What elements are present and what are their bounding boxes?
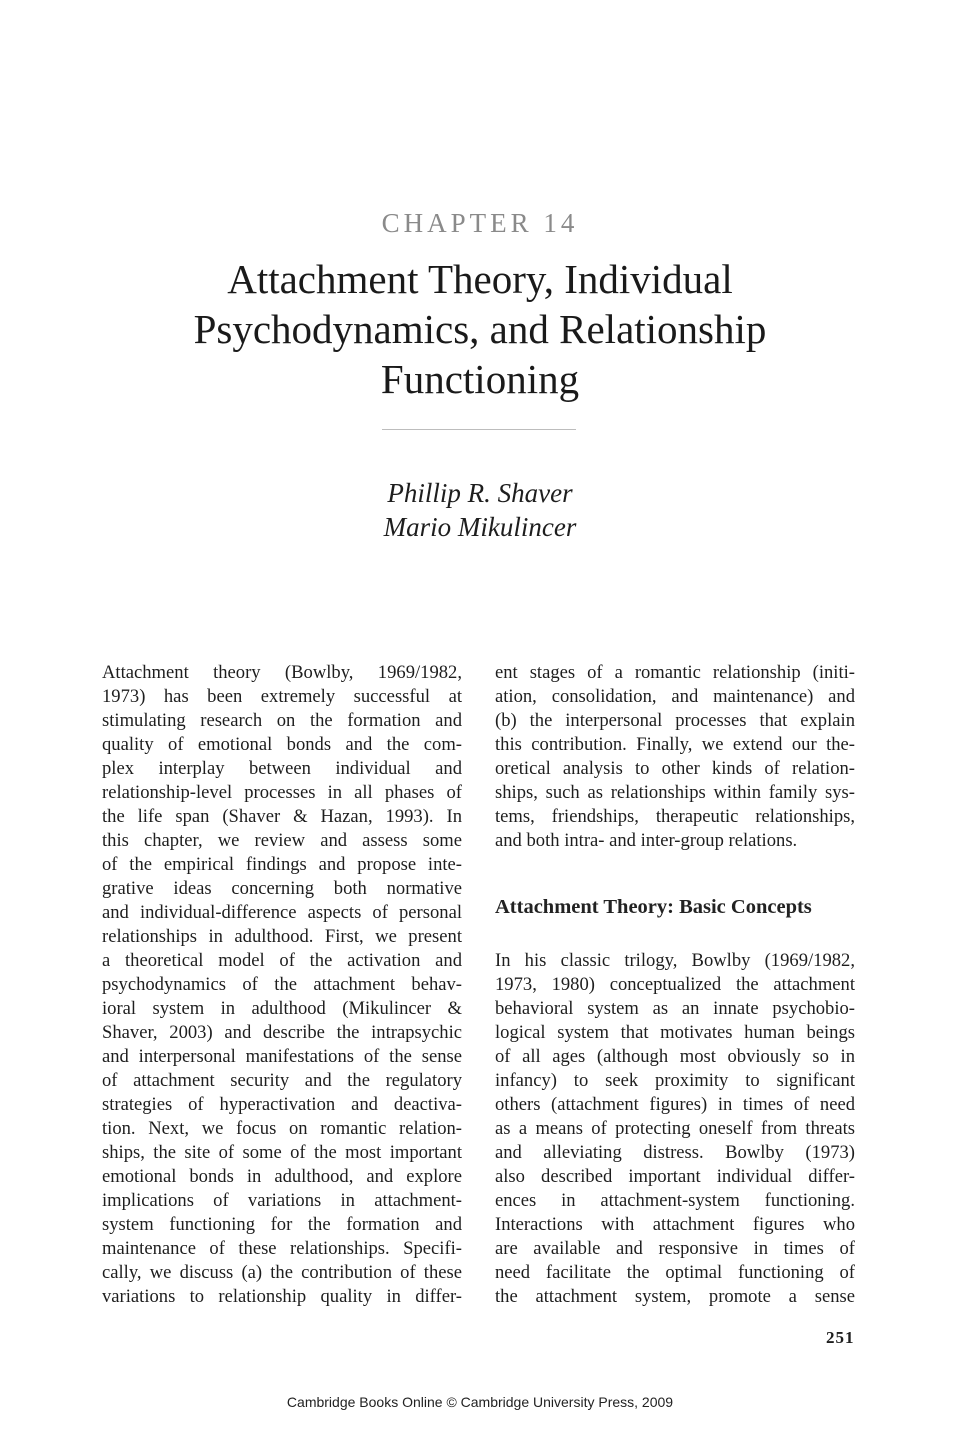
text-line: and alleviating distress. Bowlby (1973): [495, 1142, 855, 1163]
text-line: grative ideas concerning both normative: [102, 878, 462, 899]
text-line: a theoretical model of the activation and: [102, 950, 462, 971]
text-line: ioral system in adulthood (Mikulincer &: [102, 998, 462, 1019]
text-line: behavioral system as an innate psychobio-: [495, 998, 855, 1019]
right-column-intro: [495, 661, 855, 853]
text-line: Shaver, 2003) and describe the intrapsychic: [102, 1022, 462, 1043]
text-line: emotional bonds in adulthood, and explore: [102, 1166, 462, 1187]
text-line: need facilitate the optimal functioning of: [495, 1262, 855, 1283]
text-line: 1973) has been extremely successful at: [102, 686, 462, 707]
text-line: the life span (Shaver & Hazan, 1993). In: [102, 806, 462, 827]
text-line: of attachment security and the regulatory: [102, 1070, 462, 1091]
chapter-title: [0, 254, 960, 404]
text-line: variations to relationship quality in differ-: [102, 1286, 462, 1307]
page-number: 251: [826, 1328, 855, 1347]
section-heading: Attachment Theory: Basic Concepts: [495, 896, 812, 918]
text-line: the attachment system, promote a sense: [495, 1286, 855, 1307]
text-line: psychodynamics of the attachment behav-: [102, 974, 462, 995]
text-line: as a means of protecting oneself from threats: [495, 1118, 855, 1139]
title-line: Attachment Theory, Individual: [227, 256, 733, 302]
text-line: are available and responsive in times of: [495, 1238, 855, 1259]
text-line: maintenance of these relationships. Specifi-: [102, 1238, 462, 1259]
title-divider: [382, 429, 576, 430]
title-line: Functioning: [380, 356, 580, 402]
text-line: also described important individual differ-: [495, 1166, 855, 1187]
text-line: ences in attachment-system functioning.: [495, 1190, 855, 1211]
text-line: tems, friendships, therapeutic relationships,: [495, 806, 855, 827]
text-line: of the empirical findings and propose inte-: [102, 854, 462, 875]
text-line: system functioning for the formation and: [102, 1214, 462, 1235]
text-line: ent stages of a romantic relationship (initi-: [495, 662, 855, 683]
footer-copyright: Cambridge Books Online © Cambridge University Press, 2009: [286, 1394, 674, 1410]
right-column-section: [495, 949, 855, 1309]
text-line: strategies of hyperactivation and deactiva-: [102, 1094, 462, 1115]
text-line: oretical analysis to other kinds of relation-: [495, 758, 855, 779]
authors: [0, 476, 960, 544]
text-line: relationships in adulthood. First, we present: [102, 926, 462, 947]
chapter-label: CHAPTER 14: [381, 208, 579, 238]
text-line: ation, consolidation, and maintenance) and: [495, 686, 855, 707]
text-line: Attachment theory (Bowlby, 1969/1982,: [102, 662, 462, 683]
text-line: stimulating research on the formation and: [102, 710, 462, 731]
title-line: Psychodynamics, and Relationship: [193, 306, 767, 352]
text-line: this contribution. Finally, we extend our the-: [495, 734, 855, 755]
text-line: quality of emotional bonds and the com-: [102, 734, 462, 755]
text-line: ships, such as relationships within family sys-: [495, 782, 855, 803]
text-line: and both intra- and inter-group relations.: [495, 830, 798, 851]
text-line: 1973, 1980) conceptualized the attachment: [495, 974, 855, 995]
text-line: plex interplay between individual and: [102, 758, 462, 779]
text-line: this chapter, we review and assess some: [102, 830, 462, 851]
text-line: infancy) to seek proximity to significant: [495, 1070, 855, 1091]
text-line: ships, the site of some of the most important: [102, 1142, 462, 1163]
text-line: cally, we discuss (a) the contribution of these: [102, 1262, 462, 1283]
left-column: [102, 661, 462, 1309]
author: Mario Mikulincer: [383, 512, 577, 542]
text-line: and interpersonal manifestations of the sense: [102, 1046, 462, 1067]
text-line: others (attachment figures) in times of need: [495, 1094, 855, 1115]
text-line: and individual-difference aspects of personal: [102, 902, 462, 923]
text-line: implications of variations in attachment-: [102, 1190, 462, 1211]
author: Phillip R. Shaver: [387, 478, 573, 508]
text-line: of all ages (although most obviously so in: [495, 1046, 855, 1067]
text-line: logical system that motivates human beings: [495, 1022, 855, 1043]
text-line: (b) the interpersonal processes that explain: [495, 710, 855, 731]
text-line: In his classic trilogy, Bowlby (1969/1982,: [495, 950, 855, 971]
text-line: tion. Next, we focus on romantic relation-: [102, 1118, 462, 1139]
text-line: Interactions with attachment figures who: [495, 1214, 855, 1235]
text-line: relationship-level processes in all phases of: [102, 782, 462, 803]
